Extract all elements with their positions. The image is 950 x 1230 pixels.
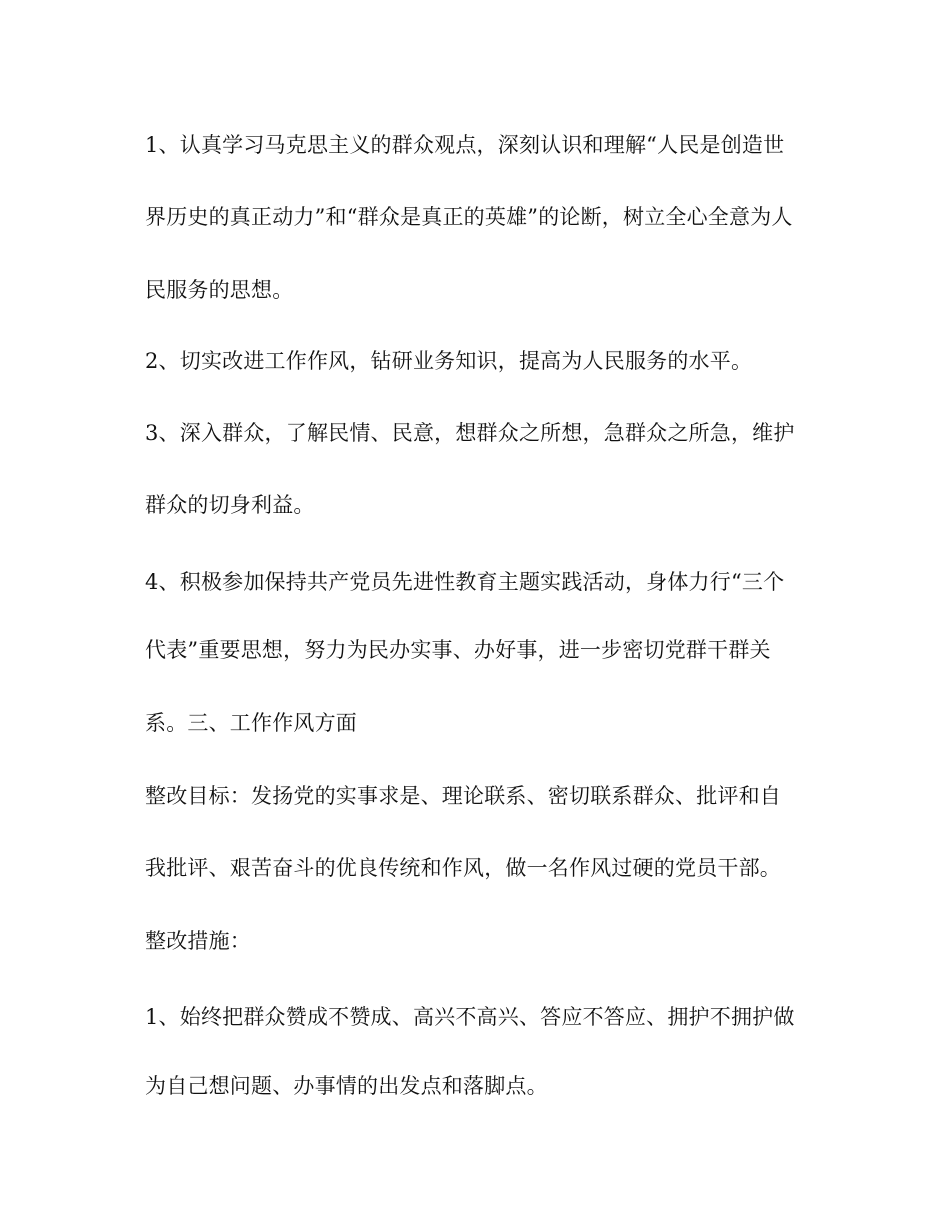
text-line: 系。三、工作作风方面 [145, 711, 357, 735]
text-line: 界历史的真正动力”和“群众是真正的英雄”的论断，树立全心全意为人 [145, 205, 793, 229]
text-line: 整改目标：发扬党的实事求是、理论联系、密切联系群众、批评和自 [145, 784, 781, 808]
text-line: 3、深入群众，了解民情、民意，想群众之所想，急群众之所急，维护 [145, 421, 795, 445]
text-line: 整改措施： [145, 929, 251, 953]
text-line: 1、认真学习马克思主义的群众观点，深刻认识和理解“人民是创造世 [145, 133, 785, 157]
text-line: 群众的切身利益。 [145, 493, 315, 517]
text-line: 代表”重要思想，努力为民办实事、办好事，进一步密切党群干群关 [145, 638, 771, 662]
text-line: 2、切实改进工作作风，钻研业务知识，提高为人民服务的水平。 [145, 349, 753, 373]
text-line: 为自己想问题、办事情的出发点和落脚点。 [145, 1074, 548, 1098]
text-line: 我批评、艰苦奋斗的优良传统和作风，做一名作风过硬的党员干部。 [145, 856, 781, 880]
text-line: 民服务的思想。 [145, 278, 294, 302]
text-line: 1、始终把群众赞成不赞成、高兴不高兴、答应不答应、拥护不拥护做 [145, 1005, 795, 1029]
text-line: 4、积极参加保持共产党员先进性教育主题实践活动，身体力行“三个 [145, 570, 785, 594]
